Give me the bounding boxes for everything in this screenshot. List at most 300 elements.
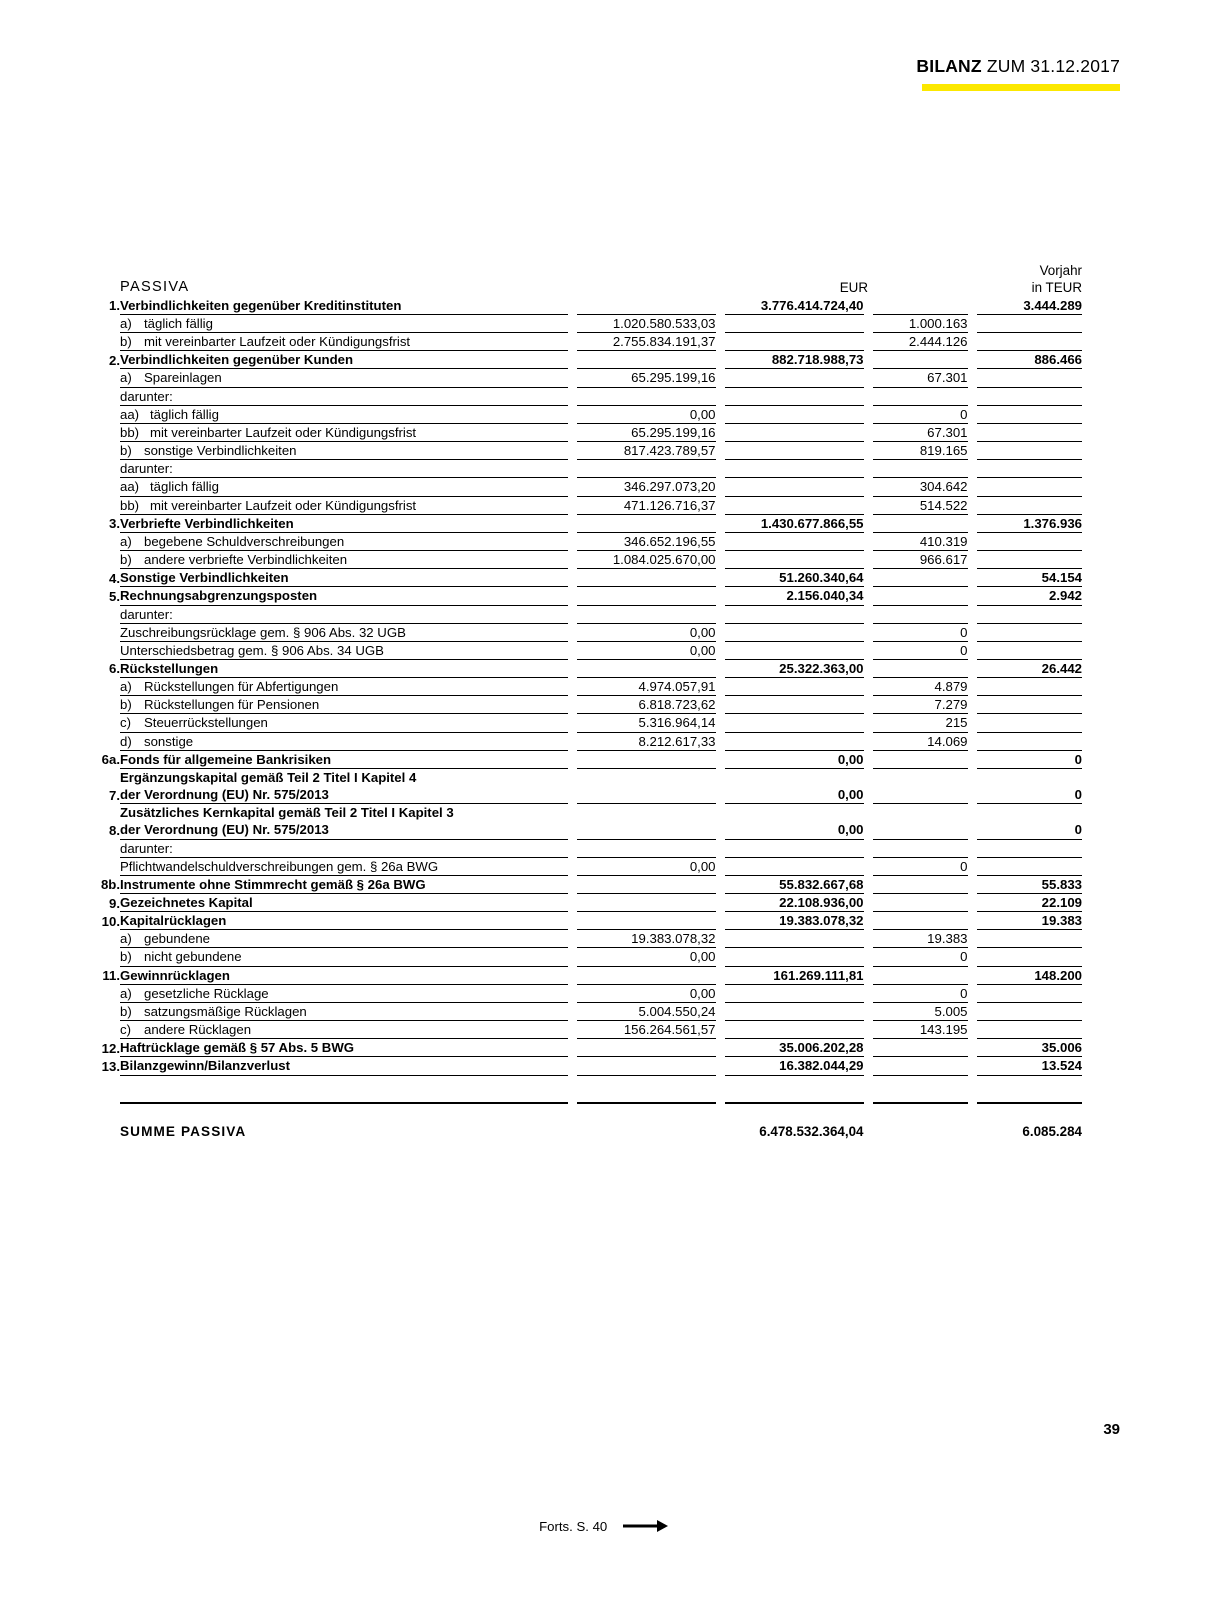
table-row	[78, 1057, 1082, 1075]
table-row	[78, 514, 1082, 532]
document-title-strong: BILANZ	[916, 56, 982, 76]
table-row	[78, 569, 1082, 587]
row-label-text: Unterschiedsbetrag gem. § 906 Abs. 34 UGB	[120, 642, 384, 658]
row-value-v4	[972, 930, 1082, 948]
row-value-v3: 0	[868, 857, 972, 875]
table-header	[78, 262, 1082, 297]
row-value-v1: 5.316.964,14	[572, 714, 720, 732]
row-value-v1: 156.264.561,57	[572, 1021, 720, 1039]
row-number	[78, 1002, 120, 1020]
row-number	[78, 984, 120, 1002]
row-value-v4	[972, 605, 1082, 623]
row-label-text: täglich fällig	[144, 316, 213, 331]
row-value-v3	[868, 750, 972, 768]
yellow-accent-rule	[922, 84, 1120, 91]
row-value-v3	[868, 605, 972, 623]
row-value-v4	[972, 948, 1082, 966]
row-number: 9.	[109, 895, 120, 911]
row-value-v2: 16.382.044,29	[720, 1057, 868, 1075]
row-label-text: mit vereinbarter Laufzeit oder Kündigungsfrist	[150, 424, 417, 440]
row-label-text: mit vereinbarter Laufzeit oder Kündigungsfrist	[144, 334, 411, 350]
row-marker: b)	[120, 1003, 132, 1019]
row-value-v2: 55.832.667,68	[720, 875, 868, 893]
row-value-v1: 0,00	[572, 623, 720, 641]
row-number	[78, 496, 120, 514]
row-value-v1	[572, 894, 720, 912]
table-row	[78, 768, 1082, 803]
row-number	[78, 478, 120, 496]
row-label-text: Bilanzgewinn/Bilanzverlust	[120, 1058, 291, 1074]
row-value-v1: 19.383.078,32	[572, 930, 720, 948]
row-label-text: Gezeichnetes Kapital	[120, 895, 253, 910]
row-value-v3: 0	[868, 623, 972, 641]
row-value-v2	[720, 387, 868, 405]
row-value-v1	[572, 750, 720, 768]
row-value-v4	[972, 984, 1082, 1002]
document-title-rest: ZUM 31.12.2017	[981, 56, 1120, 76]
row-value-v4	[972, 478, 1082, 496]
row-value-v2	[720, 678, 868, 696]
row-value-v1: 471.126.716,37	[572, 496, 720, 514]
row-number: 8b.	[100, 877, 120, 893]
row-value-v4: 1.376.936	[972, 514, 1082, 532]
row-number	[78, 532, 120, 550]
row-label-text: Zuschreibungsrücklage gem. § 906 Abs. 32 UGB	[120, 624, 406, 640]
row-label-text: Verbindlichkeiten gegenüber Kunden	[120, 352, 354, 368]
row-value-v4	[972, 732, 1082, 750]
row-label	[120, 804, 572, 839]
row-value-v2	[720, 460, 868, 478]
row-marker: aa)	[120, 479, 140, 495]
row-label	[120, 894, 572, 912]
row-value-v4	[972, 333, 1082, 351]
row-value-v4: 54.154	[972, 569, 1082, 587]
row-value-v2	[720, 605, 868, 623]
table-row	[78, 696, 1082, 714]
row-value-v4	[972, 551, 1082, 569]
row-label-text: sonstige	[144, 733, 194, 749]
table-row	[78, 405, 1082, 423]
row-value-v4	[972, 641, 1082, 659]
row-value-v3	[868, 875, 972, 893]
row-value-v2: 0,00	[720, 750, 868, 768]
row-value-v4	[972, 696, 1082, 714]
row-value-v1	[572, 875, 720, 893]
row-marker: b)	[120, 949, 132, 965]
row-value-v2: 3.776.414.724,40	[720, 297, 868, 315]
table-row	[78, 551, 1082, 569]
row-value-v4	[972, 839, 1082, 857]
row-label-text: darunter:	[120, 388, 173, 404]
row-number	[78, 442, 120, 460]
row-value-v3: 966.617	[868, 551, 972, 569]
row-number	[78, 714, 120, 732]
row-value-v2	[720, 732, 868, 750]
row-value-v1: 65.295.199,16	[572, 423, 720, 441]
row-value-v1: 5.004.550,24	[572, 1002, 720, 1020]
row-value-v3: 0	[868, 405, 972, 423]
row-value-v2	[720, 423, 868, 441]
row-value-v4	[972, 496, 1082, 514]
row-label-text: Verbindlichkeiten gegenüber Kreditinstituten	[120, 297, 402, 313]
total-spacer	[78, 1075, 1082, 1103]
row-value-v3: 1.000.163	[868, 315, 972, 333]
row-number: 3.	[109, 516, 120, 532]
row-value-v4: 19.383	[972, 912, 1082, 930]
row-value-v1: 0,00	[572, 984, 720, 1002]
header-prev-year-line1: Vorjahr	[1039, 263, 1082, 278]
row-value-v1	[572, 912, 720, 930]
row-label-text: satzungsmäßige Rücklagen	[144, 1003, 307, 1019]
row-value-v3	[868, 460, 972, 478]
row-value-v3: 215	[868, 714, 972, 732]
row-marker: aa)	[120, 406, 140, 422]
row-value-v4: 0	[972, 750, 1082, 768]
row-value-v2	[720, 442, 868, 460]
row-value-v1: 0,00	[572, 857, 720, 875]
row-value-v3	[868, 894, 972, 912]
row-value-v2	[720, 984, 868, 1002]
document-title	[916, 56, 1120, 77]
row-label-text: Instrumente ohne Stimmrecht gemäß § 26a BWG	[120, 876, 426, 892]
row-number: 4.	[109, 570, 120, 586]
row-value-v2	[720, 369, 868, 387]
row-label	[120, 423, 572, 441]
row-number: 8.	[109, 822, 120, 838]
row-number	[78, 460, 120, 478]
row-number	[78, 930, 120, 948]
table-row	[78, 875, 1082, 893]
table-row	[78, 623, 1082, 641]
row-value-v3	[868, 1057, 972, 1075]
table-row	[78, 587, 1082, 605]
row-label	[120, 351, 572, 369]
row-value-v3: 5.005	[868, 1002, 972, 1020]
row-number: 7.	[109, 787, 120, 803]
header-spacer-v3	[868, 262, 972, 297]
row-number	[78, 605, 120, 623]
total-value-v3	[868, 1104, 972, 1141]
row-label	[120, 514, 572, 532]
row-value-v2	[720, 315, 868, 333]
row-value-v2: 35.006.202,28	[720, 1039, 868, 1057]
row-label	[120, 605, 572, 623]
row-value-v1	[572, 839, 720, 857]
row-label-text: Spareinlagen	[144, 370, 222, 386]
row-value-v4: 2.942	[972, 587, 1082, 605]
table-row	[78, 532, 1082, 550]
row-label-text: darunter:	[120, 461, 173, 477]
row-marker: c)	[120, 715, 131, 731]
row-number	[78, 948, 120, 966]
row-value-v3: 410.319	[868, 532, 972, 550]
balance-table	[78, 262, 1082, 1140]
row-label-text: begebene Schuldverschreibungen	[144, 533, 345, 549]
row-label	[120, 984, 572, 1002]
balance-sheet	[78, 262, 1082, 1140]
row-value-v2: 19.383.078,32	[720, 912, 868, 930]
row-label-text: Steuerrückstellungen	[144, 715, 268, 731]
row-value-v2	[720, 1002, 868, 1020]
row-label	[120, 768, 572, 803]
row-value-v3: 0	[868, 948, 972, 966]
row-marker: b)	[120, 697, 132, 713]
row-label	[120, 405, 572, 423]
table-row	[78, 1002, 1082, 1020]
row-value-v4	[972, 532, 1082, 550]
row-label	[120, 857, 572, 875]
continuation-note	[0, 1519, 1208, 1536]
table-row	[78, 839, 1082, 857]
row-value-v1: 6.818.723,62	[572, 696, 720, 714]
row-value-v2	[720, 333, 868, 351]
row-value-v1	[572, 387, 720, 405]
row-value-v1	[572, 1057, 720, 1075]
row-value-v4: 35.006	[972, 1039, 1082, 1057]
row-value-v2: 2.156.040,34	[720, 587, 868, 605]
table-row	[78, 804, 1082, 839]
row-number: 2.	[109, 352, 120, 368]
row-value-v3: 2.444.126	[868, 333, 972, 351]
row-marker: bb)	[120, 497, 140, 513]
continuation-label: Forts. S. 40	[539, 1519, 608, 1534]
table-row	[78, 894, 1082, 912]
row-label-text: Rechnungsabgrenzungsposten	[120, 588, 318, 604]
row-value-v3	[868, 297, 972, 315]
row-number	[78, 1021, 120, 1039]
row-value-v4	[972, 405, 1082, 423]
row-value-v2	[720, 714, 868, 732]
table-row	[78, 1039, 1082, 1057]
row-value-v1	[572, 351, 720, 369]
row-value-v2	[720, 1021, 868, 1039]
table-row	[78, 333, 1082, 351]
row-value-v4: 3.444.289	[972, 297, 1082, 315]
table-row	[78, 984, 1082, 1002]
row-value-v3: 67.301	[868, 423, 972, 441]
row-value-v4	[972, 678, 1082, 696]
row-value-v2	[720, 839, 868, 857]
row-label	[120, 839, 572, 857]
row-value-v2	[720, 857, 868, 875]
row-number	[78, 369, 120, 387]
row-marker: c)	[120, 1022, 131, 1038]
row-value-v1: 4.974.057,91	[572, 678, 720, 696]
row-label-text: Rückstellungen	[120, 660, 219, 676]
table-row	[78, 948, 1082, 966]
row-label-text: nicht gebundene	[144, 949, 242, 965]
row-value-v3	[868, 912, 972, 930]
row-label	[120, 714, 572, 732]
row-value-v2	[720, 532, 868, 550]
row-value-v2: 0,00	[720, 768, 868, 803]
table-row	[78, 605, 1082, 623]
row-label	[120, 532, 572, 550]
table-row	[78, 750, 1082, 768]
row-value-v3: 514.522	[868, 496, 972, 514]
row-label-text: andere Rücklagen	[144, 1022, 252, 1038]
row-label	[120, 333, 572, 351]
row-label	[120, 1002, 572, 1020]
row-marker: a)	[120, 679, 132, 695]
total-value-v4: 6.085.284	[972, 1104, 1082, 1141]
row-value-v3: 4.879	[868, 678, 972, 696]
table-body	[78, 297, 1082, 1140]
row-label-text: Sonstige Verbindlichkeiten	[120, 570, 289, 586]
table-row	[78, 930, 1082, 948]
row-label	[120, 297, 572, 315]
row-value-v4: 148.200	[972, 966, 1082, 984]
row-value-v3	[868, 514, 972, 532]
row-value-v2: 51.260.340,64	[720, 569, 868, 587]
row-label-text-line2: der Verordnung (EU) Nr. 575/2013	[120, 822, 329, 838]
row-value-v1: 2.755.834.191,37	[572, 333, 720, 351]
row-value-v1: 8.212.617,33	[572, 732, 720, 750]
row-value-v3	[868, 351, 972, 369]
table-row	[78, 442, 1082, 460]
row-value-v1	[572, 587, 720, 605]
row-label-text: gesetzliche Rücklage	[144, 985, 269, 1001]
row-number	[78, 423, 120, 441]
row-value-v3: 304.642	[868, 478, 972, 496]
row-value-v1	[572, 1039, 720, 1057]
row-value-v1	[572, 966, 720, 984]
row-label	[120, 641, 572, 659]
row-marker: d)	[120, 733, 132, 749]
table-row	[78, 496, 1082, 514]
row-value-v3: 0	[868, 641, 972, 659]
row-label	[120, 678, 572, 696]
table-row	[78, 714, 1082, 732]
row-value-v1	[572, 569, 720, 587]
header-prev-year-line2: in TEUR	[1031, 280, 1082, 296]
row-value-v1: 0,00	[572, 641, 720, 659]
row-label	[120, 569, 572, 587]
row-number	[78, 551, 120, 569]
row-label	[120, 587, 572, 605]
row-value-v4: 22.109	[972, 894, 1082, 912]
page-number: 39	[1103, 1421, 1120, 1438]
table-row	[78, 387, 1082, 405]
row-value-v4	[972, 623, 1082, 641]
row-value-v2: 0,00	[720, 804, 868, 839]
row-value-v3	[868, 659, 972, 677]
row-value-v2	[720, 405, 868, 423]
row-label	[120, 1057, 572, 1075]
row-label	[120, 460, 572, 478]
row-marker: a)	[120, 533, 132, 549]
row-label	[120, 659, 572, 677]
row-value-v4	[972, 857, 1082, 875]
row-value-v3: 7.279	[868, 696, 972, 714]
row-value-v1: 1.020.580.533,03	[572, 315, 720, 333]
row-number: 6.	[109, 661, 120, 677]
table-row	[78, 659, 1082, 677]
row-value-v2	[720, 478, 868, 496]
table-row	[78, 423, 1082, 441]
row-value-v1	[572, 297, 720, 315]
header-row	[78, 262, 1082, 297]
row-label-text: Haftrücklage gemäß § 57 Abs. 5 BWG	[120, 1040, 355, 1056]
row-value-v2: 25.322.363,00	[720, 659, 868, 677]
row-label-text: mit vereinbarter Laufzeit oder Kündigungsfrist	[150, 497, 417, 513]
row-label	[120, 1039, 572, 1057]
document-header	[916, 56, 1120, 91]
row-number: 11.	[102, 968, 120, 984]
row-label-text: Fonds für allgemeine Bankrisiken	[120, 751, 332, 767]
row-value-v4: 0	[972, 804, 1082, 839]
total-value-v1	[572, 1104, 720, 1141]
row-number	[78, 696, 120, 714]
total-number-spacer	[78, 1104, 120, 1141]
row-label-text: Rückstellungen für Pensionen	[144, 697, 320, 713]
row-marker: bb)	[120, 424, 140, 440]
row-label	[120, 496, 572, 514]
table-row	[78, 460, 1082, 478]
row-label	[120, 478, 572, 496]
row-label	[120, 875, 572, 893]
row-value-v3	[868, 768, 972, 803]
row-label-text: Rückstellungen für Abfertigungen	[144, 679, 339, 695]
row-label-text: täglich fällig	[150, 406, 219, 422]
row-number	[78, 641, 120, 659]
row-label	[120, 1021, 572, 1039]
row-value-v2: 22.108.936,00	[720, 894, 868, 912]
row-label	[120, 623, 572, 641]
total-value-v2: 6.478.532.364,04	[720, 1104, 868, 1141]
row-number: 13.	[101, 1058, 120, 1074]
row-value-v3	[868, 1039, 972, 1057]
table-row	[78, 315, 1082, 333]
row-value-v4	[972, 714, 1082, 732]
row-label-text-line2: der Verordnung (EU) Nr. 575/2013	[120, 787, 329, 803]
row-number	[78, 387, 120, 405]
table-row	[78, 351, 1082, 369]
row-value-v4	[972, 423, 1082, 441]
row-value-v4: 0	[972, 768, 1082, 803]
row-value-v4	[972, 460, 1082, 478]
row-value-v3	[868, 804, 972, 839]
table-row	[78, 641, 1082, 659]
row-marker: a)	[120, 316, 132, 331]
row-label	[120, 369, 572, 387]
table-row	[78, 912, 1082, 930]
row-number: 5.	[109, 588, 120, 604]
row-label-text: gebundene	[144, 931, 211, 947]
row-number	[78, 333, 120, 351]
header-prev-year	[972, 262, 1082, 297]
table-row	[78, 732, 1082, 750]
row-value-v1: 817.423.789,57	[572, 442, 720, 460]
row-label-text: Zusätzliches Kernkapital gemäß Teil 2 Titel I Kapitel 3	[120, 805, 454, 821]
header-passiva: PASSIVA	[120, 278, 190, 295]
row-marker: b)	[120, 443, 132, 459]
row-value-v3: 143.195	[868, 1021, 972, 1039]
row-value-v4: 26.442	[972, 659, 1082, 677]
row-value-v4	[972, 369, 1082, 387]
row-label-text: Gewinnrücklagen	[120, 967, 230, 983]
row-number	[78, 678, 120, 696]
row-value-v1: 1.084.025.670,00	[572, 551, 720, 569]
row-label-text: Ergänzungskapital gemäß Teil 2 Titel I Kapitel 4	[120, 769, 417, 785]
row-value-v2	[720, 496, 868, 514]
row-label-text: täglich fällig	[150, 479, 219, 495]
row-value-v1	[572, 768, 720, 803]
row-value-v1	[572, 659, 720, 677]
row-value-v4	[972, 387, 1082, 405]
row-value-v2	[720, 696, 868, 714]
row-marker: a)	[120, 985, 132, 1001]
